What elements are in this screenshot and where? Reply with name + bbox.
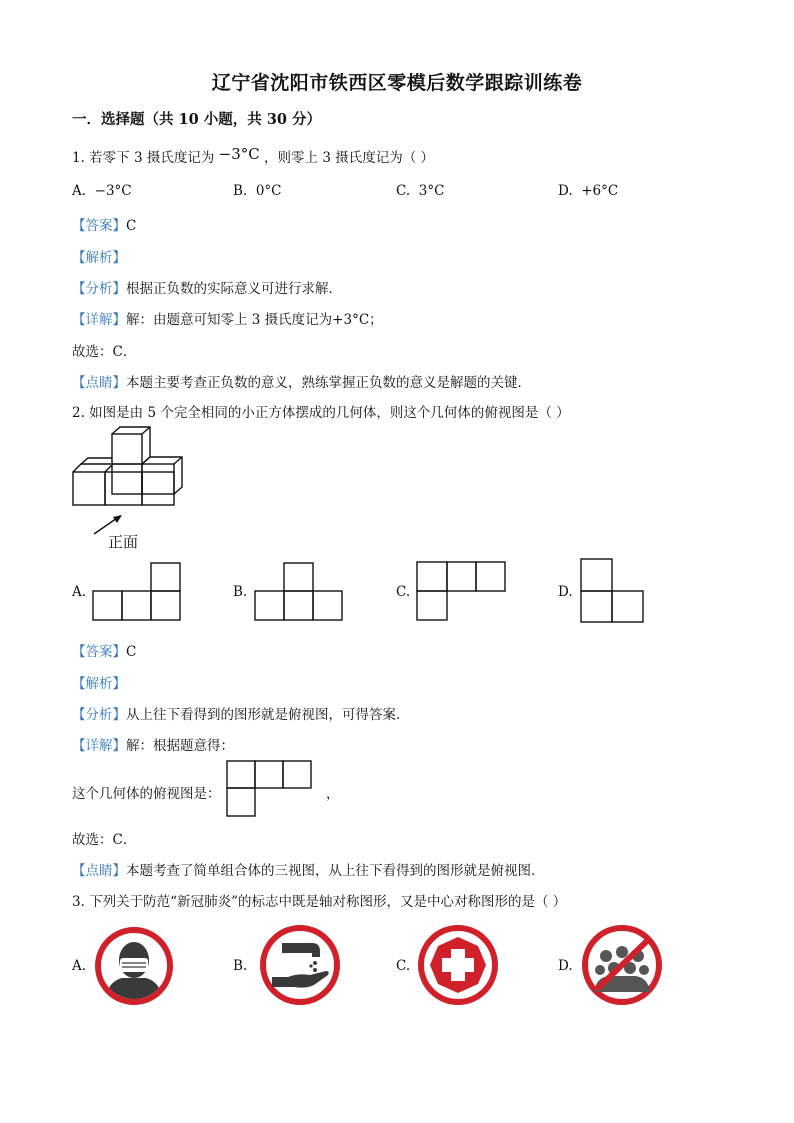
q2-view-text: 这个几何体的俯视图是： <box>72 786 221 802</box>
q2-option-d-figure <box>580 558 646 624</box>
q2-option-d-label: D. <box>558 584 573 600</box>
q2-choose: 故选：C． <box>72 832 137 848</box>
q3-stem: 3. 下列关于防范“新冠肺炎”的标志中既是轴对称图形，又是中心对称图形的是（ ） <box>72 894 567 910</box>
q1-stem <box>72 146 434 166</box>
q2-analysis-tag: 【解析】 <box>72 676 126 692</box>
q2-answer: 【答案】C <box>72 644 137 660</box>
q2-option-a-figure <box>92 562 182 622</box>
q1-option-a: A. −3°C <box>72 183 132 199</box>
q3-option-a-label: A. <box>72 958 87 974</box>
q2-option-a-label: A. <box>72 584 87 600</box>
q1-analysis-tag: 【解析】 <box>72 250 126 266</box>
red-cross-icon <box>416 924 500 1006</box>
front-label: 正面 <box>108 533 139 551</box>
q3-option-c-label: C. <box>396 958 411 974</box>
hand-wash-icon <box>258 925 342 1005</box>
section-heading: 一．选择题（共 10 小题，共 30 分） <box>72 111 322 128</box>
q2-fenxi: 【分析】从上往下看得到的图形就是俯视图，可得答案． <box>72 707 410 723</box>
q2-xiangjie: 【详解】解：根据题意得： <box>72 738 234 754</box>
q1-dianjing: 【点睛】本题主要考查正负数的意义，熟练掌握正负数的意义是解题的关键． <box>72 375 531 391</box>
q2-stem: 2. 如图是由 5 个完全相同的小正方体摆成的几何体，则这个几何体的俯视图是（ ） <box>72 405 570 421</box>
q1-stem-text-2: ，则零上 3 摄氏度记为（ ） <box>264 150 434 166</box>
q1-answer: 【答案】C <box>72 218 137 234</box>
no-crowd-icon <box>580 924 664 1006</box>
q1-stem-text: 1. 若零下 3 摄氏度记为 <box>72 150 215 166</box>
q1-option-b: B. 0°C <box>233 183 282 199</box>
q2-option-b-figure <box>254 562 344 622</box>
q1-stem-math: −3°C <box>218 145 260 163</box>
q1-choose: 故选：C． <box>72 344 137 360</box>
q3-option-d-label: D. <box>558 958 573 974</box>
q2-view-comma: ， <box>326 786 340 802</box>
q2-option-c-figure <box>416 561 508 623</box>
q1-fenxi: 【分析】根据正负数的实际意义可进行求解． <box>72 281 342 297</box>
q2-top-view-figure <box>226 760 314 818</box>
q1-xiangjie: 【详解】解：由题意可知零上 3 摄氏度记为+3°C； <box>72 312 383 328</box>
q2-dianjing: 【点睛】本题考查了简单组合体的三视图，从上往下看得到的图形就是俯视图． <box>72 863 545 879</box>
q2-option-b-label: B. <box>233 584 248 600</box>
page-title: 辽宁省沈阳市铁西区零模后数学跟踪训练卷 <box>211 72 583 94</box>
q2-option-c-label: C. <box>396 584 411 600</box>
q3-option-b-label: B. <box>233 958 248 974</box>
q1-option-c: C. 3°C <box>396 183 445 199</box>
cube-figure <box>70 424 190 514</box>
q1-option-d: D. +6°C <box>558 183 619 199</box>
mask-person-icon <box>94 926 174 1006</box>
